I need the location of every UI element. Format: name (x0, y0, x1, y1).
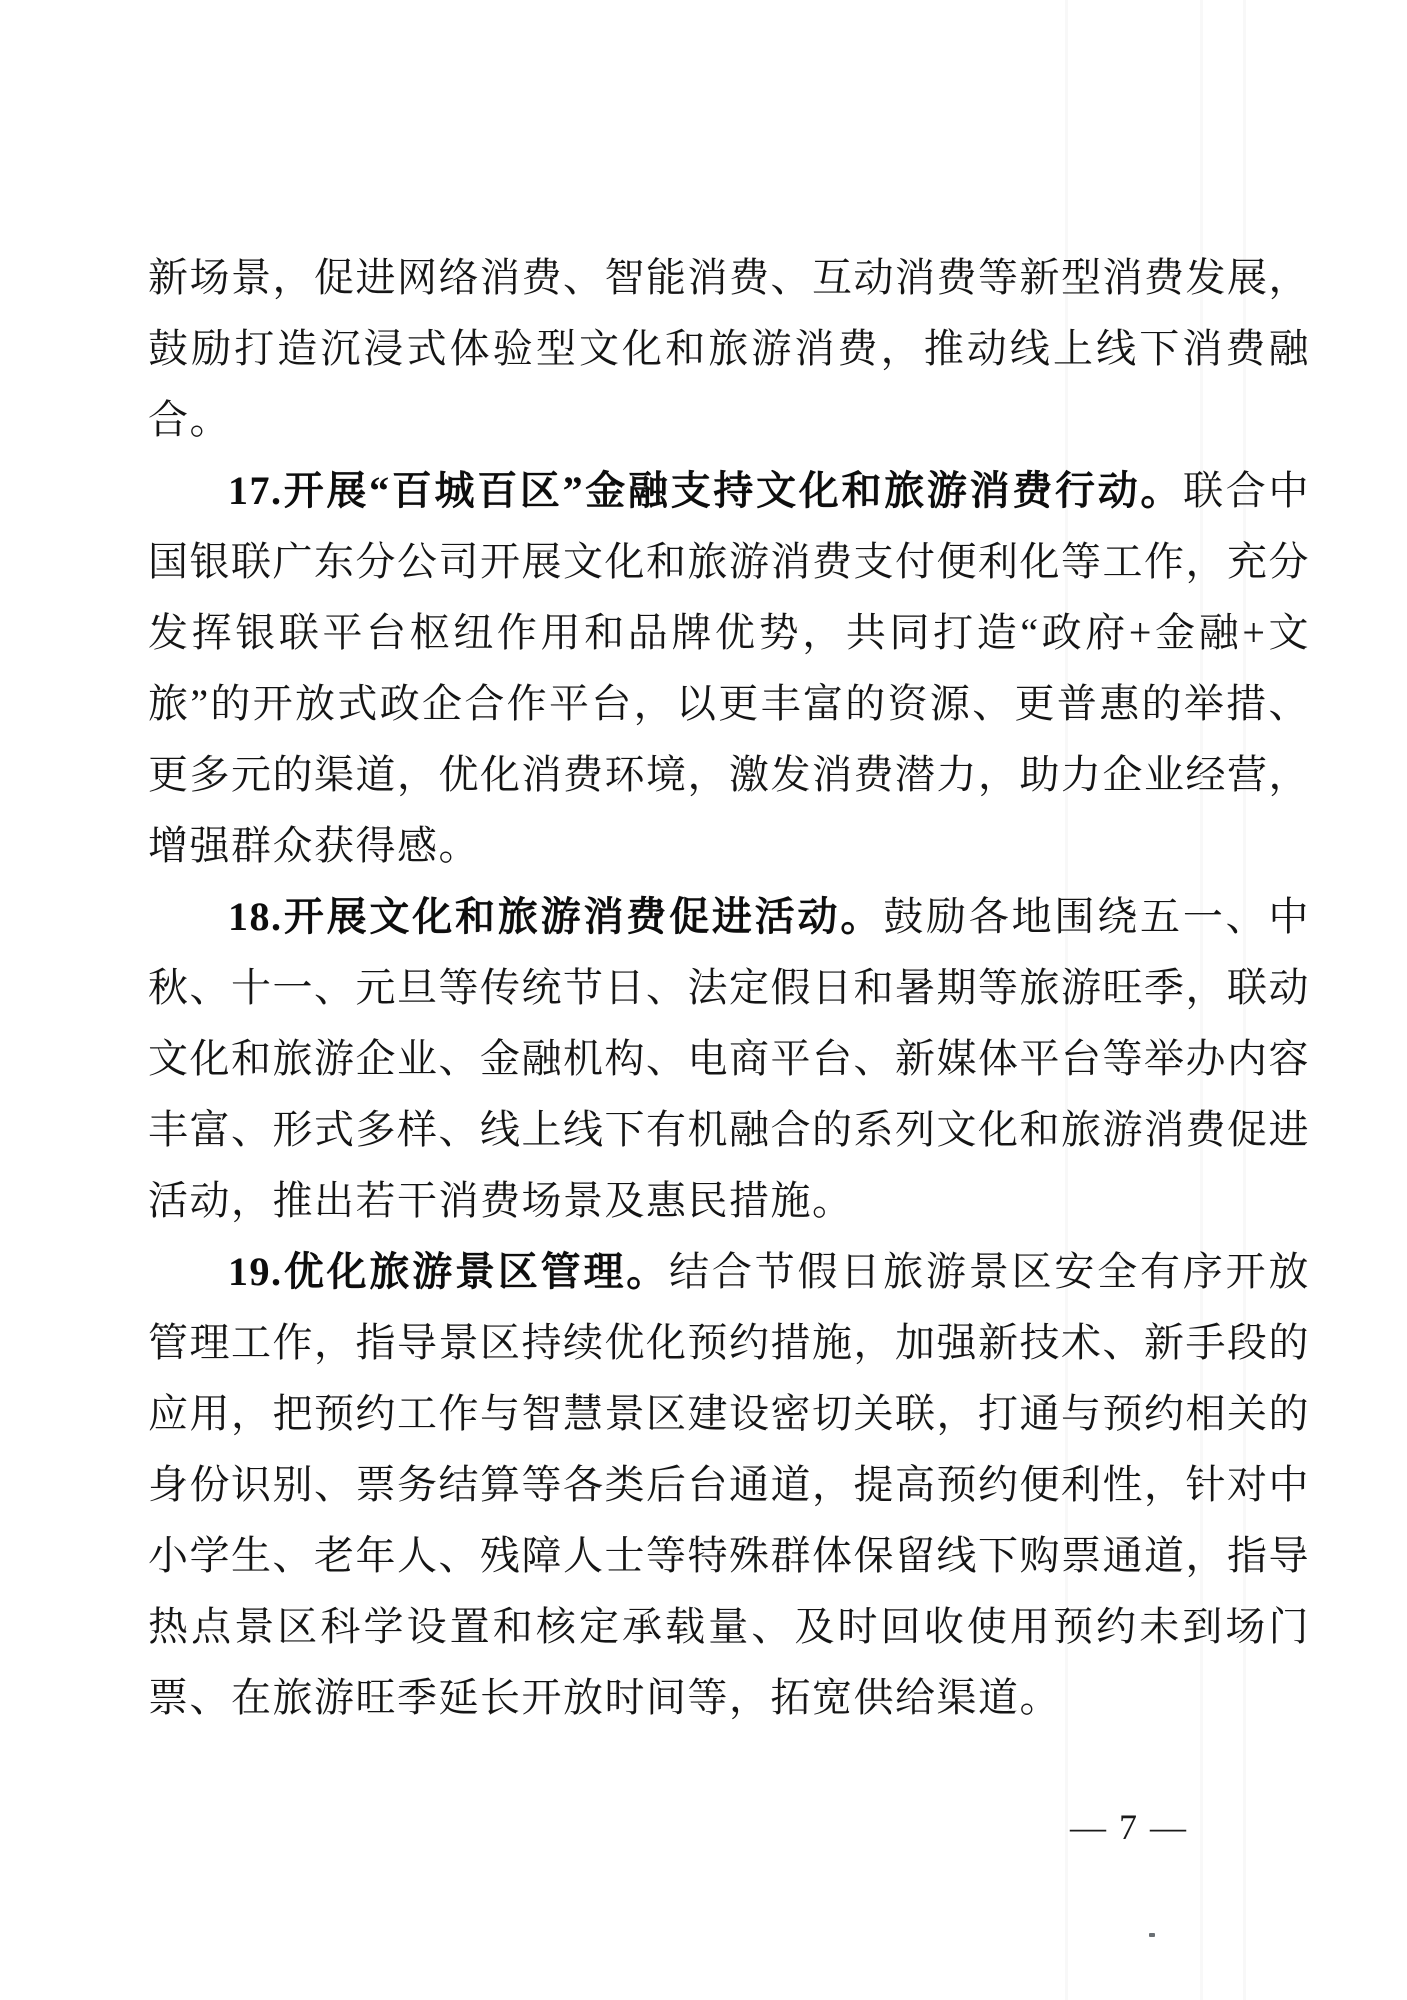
paragraph-item-18 (148, 881, 1310, 1236)
paragraph-text: 联合中国银联广东分公司开展文化和旅游消费支付便利化等工作，充分发挥银联平台枢纽作用和品牌优势，共同打造“政府+金融+文旅”的开放式政企合作平台，以更丰富的资源、更普惠的举措、更多元的渠道，优化消费环境，激发消费潜力，助力企业经营，增强群众获得感。 (148, 468, 1311, 868)
paragraph-item-19 (148, 1236, 1310, 1733)
paragraph-continuation (148, 242, 1310, 455)
page-body-text (148, 242, 1310, 1733)
paragraph-text: 结合节假日旅游景区安全有序开放管理工作，指导景区持续优化预约措施，加强新技术、新手段的应用，把预约工作与智慧景区建设密切关联，打通与预约相关的身份识别、票务结算等各类后台通道，提高预约便利性，针对中小学生、老年人、残障人士等特殊群体保留线下购票通道，指导热点景区科学设置和核定承载量、及时回收使用预约未到场门票、在旅游旺季延长开放时间等，拓宽供给渠道。 (148, 1249, 1310, 1720)
paragraph-text: 鼓励各地围绕五一、中秋、十一、元旦等传统节日、法定假日和暑期等旅游旺季，联动文化和旅游企业、金融机构、电商平台、新媒体平台等举办内容丰富、形式多样、线上线下有机融合的系列文化和旅游消费促进活动，推出若干消费场景及惠民措施。 (148, 894, 1310, 1223)
paragraph-heading: 18.开展文化和旅游消费促进活动。 (228, 894, 884, 939)
page-number: — 7 — (1070, 1807, 1188, 1847)
paragraph-heading: 19.优化旅游景区管理。 (228, 1249, 670, 1294)
paragraph-heading: 17.开展“百城百区”金融支持文化和旅游消费行动。 (228, 468, 1184, 513)
scan-artifact-dot (1149, 1933, 1155, 1937)
paragraph-text: 新场景，促进网络消费、智能消费、互动消费等新型消费发展，鼓励打造沉浸式体验型文化和旅游消费，推动线上线下消费融合。 (148, 255, 1310, 442)
paragraph-item-17 (148, 455, 1310, 881)
